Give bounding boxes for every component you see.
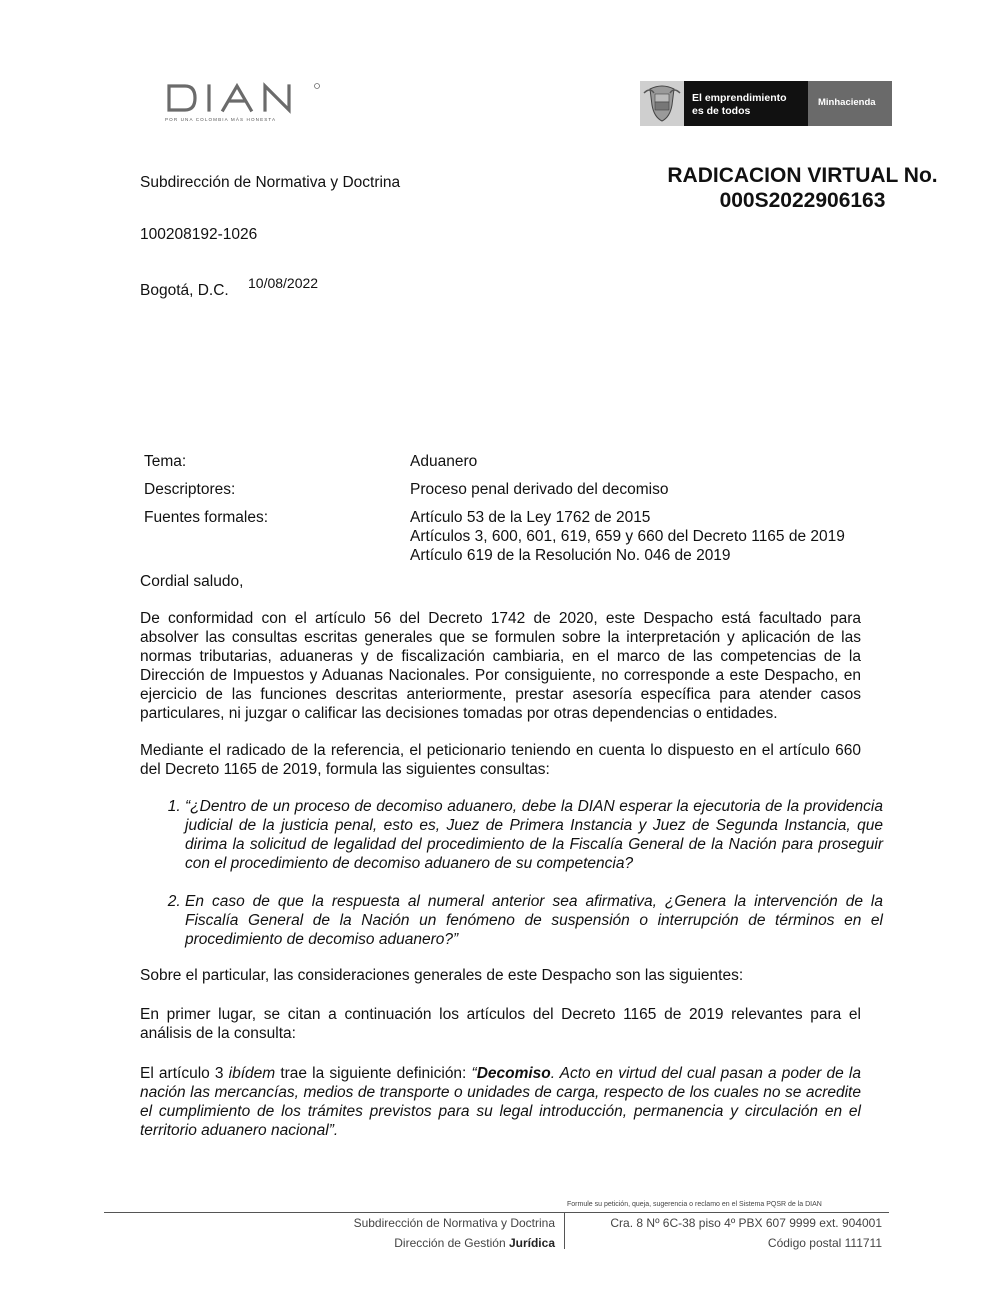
dian-logo [165, 80, 325, 126]
fuente-line: Artículo 619 de la Resolución No. 046 de 2019 [410, 547, 731, 564]
table-row [140, 499, 845, 565]
p5-quote: . Acto en virtud del cual pasan a poder de la nación las mercancías, medios de transporte o unidades de carga, respecto de los cuales no se acredite el cumplimiento de los trámites previstos para su legal introducción, permanencia y circulación en el territorio aduanero nacional”. [140, 1065, 861, 1139]
question-item: 2. En caso de que la respuesta al numeral anterior sea afirmativa, ¿Genera la intervención de la Fiscalía General de la Nación un fenómeno de suspensión o interrupción de términos en el procedimiento de decomiso aduanero?” [185, 892, 883, 949]
office-name: Subdirección de Normativa y Doctrina [140, 174, 401, 191]
footer-right [572, 1213, 882, 1253]
p5-term: Decomiso [476, 1065, 551, 1082]
gov-logo-line2: es de todos [692, 105, 751, 117]
row-value: Proceso penal derivado del decomiso [410, 481, 669, 498]
footer-address: Cra. 8 Nº 6C-38 piso 4º PBX 607 9999 ext. 904001 [610, 1216, 882, 1230]
paragraph-2: Mediante el radicado de la referencia, el peticionario teniendo en cuenta lo dispuesto en el artículo 660 del Decreto 1165 de 2019, formula las siguientes consultas: [140, 742, 861, 778]
footer-office: Subdirección de Normativa y Doctrina [353, 1216, 555, 1230]
footer-direction [230, 1233, 555, 1253]
p5-ibidem: ibídem [228, 1065, 276, 1082]
gov-logo-ministry: Minhacienda [818, 97, 876, 108]
radicacion-line1: RADICACION VIRTUAL No. [667, 164, 938, 187]
row-label: Descriptores: [144, 481, 236, 498]
gov-logo-line1: El emprendimiento [692, 92, 787, 104]
coat-of-arms-icon [642, 83, 682, 124]
p5-mid: trae la siguiente definición: [275, 1065, 472, 1082]
table-row [140, 452, 845, 471]
footer-direction-prefix: Dirección de Gestión [394, 1236, 509, 1250]
city: Bogotá, D.C. [140, 282, 229, 299]
paragraph-4: En primer lugar, se citan a continuación los artículos del Decreto 1165 de 2019 relevantes para el análisis de la consulta: [140, 1006, 861, 1042]
table-row [140, 471, 845, 499]
footer-postal-code: Código postal 111711 [767, 1236, 882, 1250]
row-label: Fuentes formales: [144, 509, 269, 526]
subject-table [140, 452, 845, 565]
footer-pqsr-note: Formule su petición, queja, sugerencia o reclamo en el Sistema PQSR de la DIAN [567, 1201, 822, 1208]
dian-wordmark-icon [165, 80, 325, 114]
question-item: 1. “¿Dentro de un proceso de decomiso aduanero, debe la DIAN esperar la ejecutoria de la providencia judicial de la justicia penal, esto es, Juez de Primera Instancia y Juez de Segunda Instancia, que dirima la solicitud de legalidad del procedimiento de la Fiscalía General de la Nación para proseguir con el procedimiento de decomiso aduanero de su competencia? [185, 797, 883, 873]
government-logo [640, 81, 892, 126]
fuente-line: Artículos 3, 600, 601, 619, 659 y 660 del Decreto 1165 de 2019 [410, 528, 845, 545]
radicacion-number [640, 163, 965, 213]
paragraph-5 [140, 1064, 861, 1140]
fuente-line: Artículo 53 de la Ley 1762 de 2015 [410, 509, 651, 526]
p5-quote-open: “ [471, 1065, 477, 1082]
questions-list [163, 797, 883, 949]
footer-direction-bold: Jurídica [508, 1236, 555, 1250]
p5-lead: El artículo 3 [140, 1065, 229, 1082]
row-value [406, 499, 845, 565]
paragraph-3: Sobre el particular, las consideraciones generales de este Despacho son las siguientes: [140, 967, 744, 984]
row-label: Tema: [144, 453, 187, 470]
reference-number: 100208192-1026 [140, 226, 258, 243]
row-value: Aduanero [410, 453, 478, 470]
radicacion-line2: 000S2022906163 [719, 189, 886, 212]
footer-vertical-divider [564, 1213, 565, 1249]
date: 10/08/2022 [248, 275, 319, 291]
footer-left [230, 1213, 555, 1253]
paragraph-1: De conformidad con el artículo 56 del Decreto 1742 de 2020, este Despacho está facultado para absolver las consultas escritas generales que se formulen sobre la interpretación y aplicación de las normas tributarias, aduaneras y de fiscalización cambiaria, en el marco de las competencias de la Dirección de Impuestos y Aduanas Nacionales. Por consiguiente, no corresponde a este Despacho, en ejercicio de las funciones descritas anteriormente, prestar asesoría específica para atender casos particulares, ni juzgar o calificar las decisiones tomadas por otras dependencias o entidades. [140, 610, 861, 722]
dian-tagline: POR UNA COLOMBIA MÁS HONESTA [165, 117, 277, 122]
greeting: Cordial saludo, [140, 573, 244, 590]
